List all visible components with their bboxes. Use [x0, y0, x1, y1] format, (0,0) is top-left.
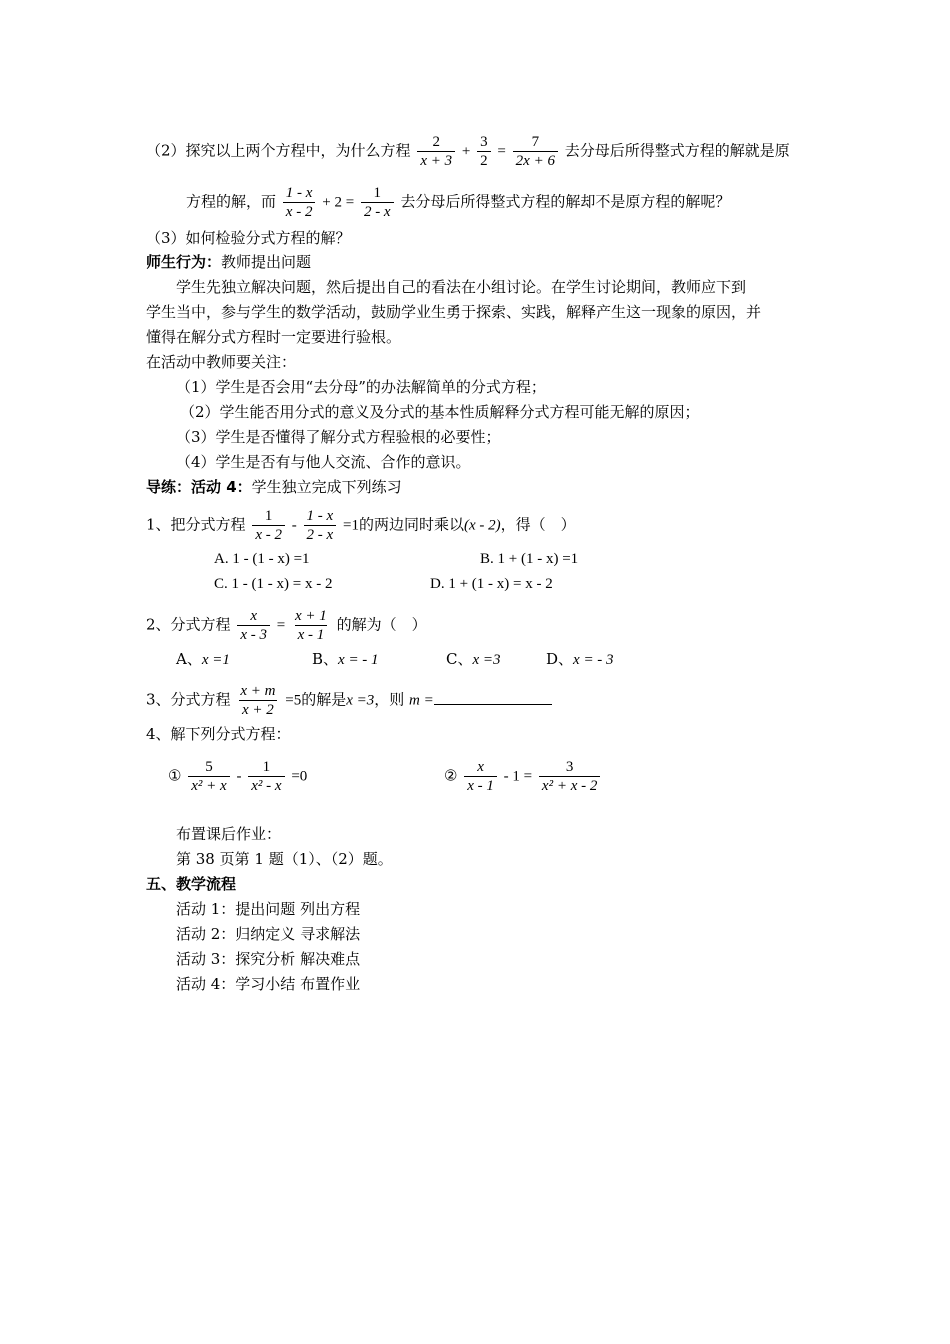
fraction: $\frac{3}{2}$	[477, 133, 491, 170]
fraction: $\frac{3}{\text{x² + x - 2}}$	[539, 758, 600, 795]
option-a: A. 1 - (1 - x) =1	[214, 551, 310, 567]
option-d: D. 1 + (1 - x) = x - 2	[430, 576, 553, 592]
option-b: B. 1 + (1 - x) =1	[480, 551, 579, 567]
fraction: $\frac{x + 1}{x - 1}$	[295, 608, 327, 643]
section-heading: 五、教学流程	[146, 875, 237, 893]
option-c: C. 1 - (1 - x) = x - 2	[214, 576, 333, 592]
flow-item: 活动 4：学习小结 布置作业	[176, 975, 361, 993]
para-line: 学生先独立解决问题，然后提出自己的看法在小组讨论。在学生讨论期间，教师应下到	[176, 278, 747, 296]
teacher-label: 师生行为：	[146, 253, 222, 271]
fraction: $\frac{2}{x + 3}$	[417, 133, 455, 170]
flow-item: 活动 2：归纳定义 寻求解法	[176, 925, 361, 943]
focus-item: （1）学生是否会用“去分母”的办法解简单的分式方程；	[176, 378, 546, 396]
exercise-4-title: 4、解下列分式方程：	[146, 725, 291, 743]
q3-line: （3）如何检验分式方程的解？	[146, 229, 351, 247]
fraction: $\frac{7}{2x + 6}$	[513, 133, 558, 170]
guide-practice: 导练：活动 4：学生独立完成下列练习	[146, 478, 402, 496]
focus-item: （3）学生是否懂得了解分式方程验根的必要性；	[176, 428, 501, 446]
fraction: $\frac{1}{\text{x² - x}}$	[248, 758, 284, 795]
focus-title: 在活动中教师要关注：	[146, 353, 297, 371]
teacher-behavior: 师生行为：教师提出问题	[146, 253, 312, 271]
exercise-3: 3、分式方程 $\frac{x + m}{x + 2}$ =5的解是x =3，则 m =	[146, 682, 552, 719]
para-line: 懂得在解分式方程时一定要进行验根。	[146, 328, 402, 346]
equation-1: ① $\frac{5}{\text{x² + x}}$ - $\frac{1}{\text{x² - x}}$ =0	[168, 759, 308, 794]
q2-text-1: （2）探究以上两个方程中，为什么方程	[146, 141, 411, 160]
equation-2: ② $\frac{x}{x - 1}$ - 1 = $\frac{3}{\text{x² + x - 2}}$	[444, 758, 602, 795]
exercise-1: 1、把分式方程 $\frac{1}{x - 2}$ - $\frac{1 - x}{2 - x}$ =1的两边同时乘以(x - 2)，得（ ）	[146, 508, 576, 543]
option-c: C、x =3	[446, 650, 501, 668]
homework-text: 第 38 页第 1 题（1）、（2）题。	[176, 850, 393, 868]
q2-line2: 方程的解，而 $\frac{1 - x}{x - 2}$ + 2 = $\frac{1}{2 - x}$ 去分母后所得整式方程的解却不是原方程的解呢？	[186, 185, 731, 220]
fraction: $\frac{x}{x - 1}$	[464, 758, 497, 795]
fraction: $\frac{1 - x}{2 - x}$	[304, 507, 337, 544]
fraction: $\frac{x + m}{x + 2}$	[240, 683, 276, 718]
exercise-2: 2、分式方程 $\frac{x}{x - 3}$ = $\frac{x + 1}{x - 1}$ 的解为（ ）	[146, 608, 427, 643]
focus-item: （2）学生能否用分式的意义及分式的基本性质解释分式方程可能无解的原因；	[180, 403, 700, 421]
q2-text-2: 去分母后所得整式方程的解就是原	[564, 141, 790, 160]
fraction: $\frac{1}{2 - x}$	[361, 184, 394, 221]
fraction: $\frac{x}{x - 3}$	[237, 607, 270, 644]
para-line: 学生当中，参与学生的数学活动，鼓励学业生勇于探索、实践，解释产生这一现象的原因，并	[146, 303, 762, 321]
q2-line1: （2）探究以上两个方程中，为什么方程 $\frac{2}{x + 3}$ + $\frac{3}{2}$ = $\frac{7}{2x + 6}$ 去分母后所得整式方程的解就是原	[146, 134, 790, 169]
answer-blank[interactable]	[434, 688, 552, 705]
option-d: D、x = - 3	[546, 650, 614, 668]
option-a: A、x =1	[176, 650, 230, 668]
fraction: $\frac{5}{\text{x² + x}}$	[188, 758, 229, 795]
homework-title: 布置课后作业：	[176, 825, 282, 843]
guide-label: 导练：活动 4：	[146, 478, 252, 496]
flow-item: 活动 3：探究分析 解决难点	[176, 950, 361, 968]
flow-item: 活动 1：提出问题 列出方程	[176, 900, 361, 918]
focus-item: （4）学生是否有与他人交流、合作的意识。	[176, 453, 471, 471]
fraction: $\frac{1 - x}{x - 2}$	[283, 184, 316, 221]
fraction: $\frac{1}{x - 2}$	[252, 507, 285, 544]
option-b: B、x = - 1	[312, 650, 379, 668]
